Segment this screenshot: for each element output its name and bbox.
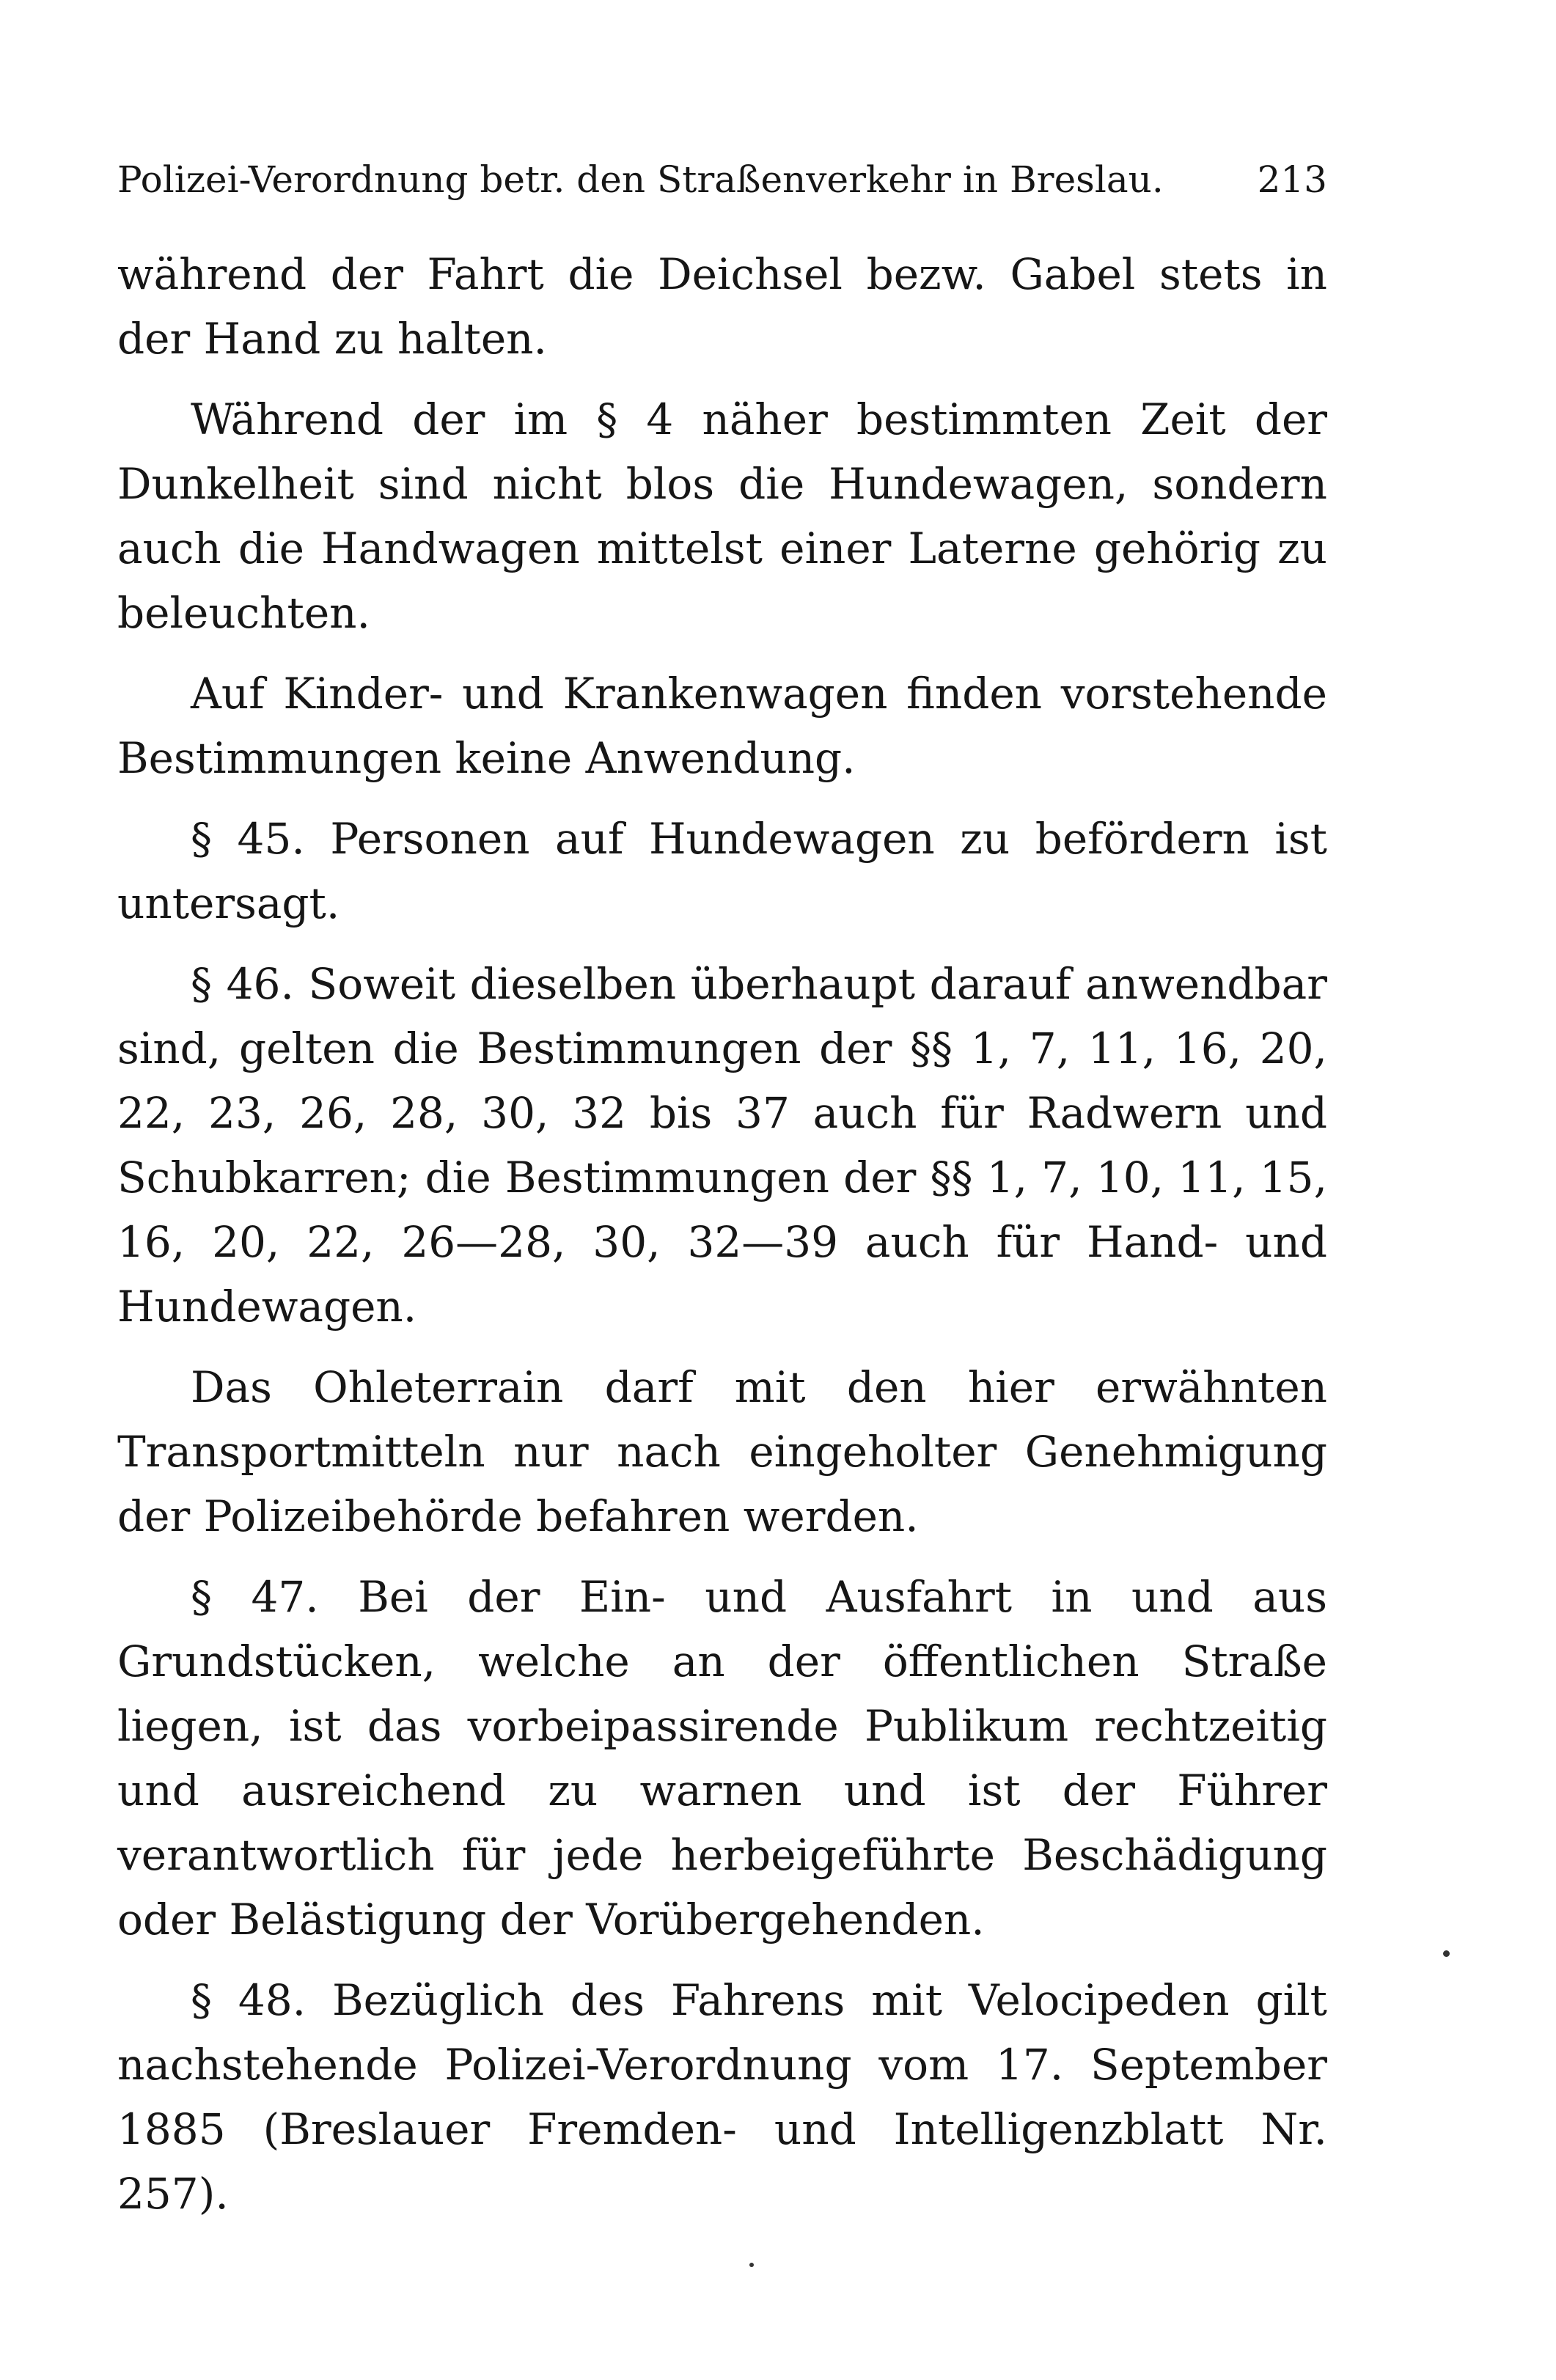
section-45: § 45. Personen auf Hundewagen zu befördern ist untersagt. <box>117 814 1327 928</box>
paragraph-continuation: während der Fahrt die Deichsel bezw. Gabel stets in der Hand zu halten. <box>117 249 1327 364</box>
section-47: § 47. Bei der Ein- und Ausfahrt in und aus Grundstücken, welche an der öffentlichen Straße liegen, ist das vorbeipassirende Publikum rechtzeitig und ausreichend zu warnen und ist der Führer verantwortlich für jede herbeigeführte Beschädigung oder Belästigung der Vorübergehenden. <box>117 1572 1327 1944</box>
print-speck <box>749 2263 754 2267</box>
print-speck <box>1443 1950 1450 1957</box>
paragraph-exemption: Auf Kinder- und Krankenwagen finden vorstehende Bestimmungen keine Anwendung. <box>117 669 1327 783</box>
running-title: Polizei-Verordnung betr. den Straßenverkehr in Breslau. <box>117 158 1164 201</box>
page-number: 213 <box>1257 158 1327 201</box>
paragraph-ohleterrain: Das Ohleterrain darf mit den hier erwähnten Transportmitteln nur nach eingeholter Genehmigung der Polizeibehörde befahren werden. <box>117 1362 1327 1541</box>
page-header <box>117 154 1327 205</box>
paragraph-darkness-lighting: Während der im § 4 näher bestimmten Zeit der Dunkelheit sind nicht blos die Hundewagen, sondern auch die Handwagen mittelst einer Laterne gehörig zu beleuchten. <box>117 394 1327 638</box>
book-page <box>117 154 1327 2242</box>
section-46: § 46. Soweit dieselben überhaupt darauf anwendbar sind, gelten die Bestimmungen der §§ 1, 7, 11, 16, 20, 22, 23, 26, 28, 30, 32 bis 37 auch für Radwern und Schubkarren; die Bestimmungen der §§ 1, 7, 10, 11, 15, 16, 20, 22, 26—28, 30, 32—39 auch für Hand- und Hundewagen. <box>117 959 1327 1332</box>
section-48: § 48. Bezüglich des Fahrens mit Velocipeden gilt nachstehende Polizei-Verordnung vom 17. September 1885 (Breslauer Fremden- und Intelligenzblatt Nr. 257). <box>117 1975 1327 2219</box>
page-body <box>117 242 1327 2226</box>
